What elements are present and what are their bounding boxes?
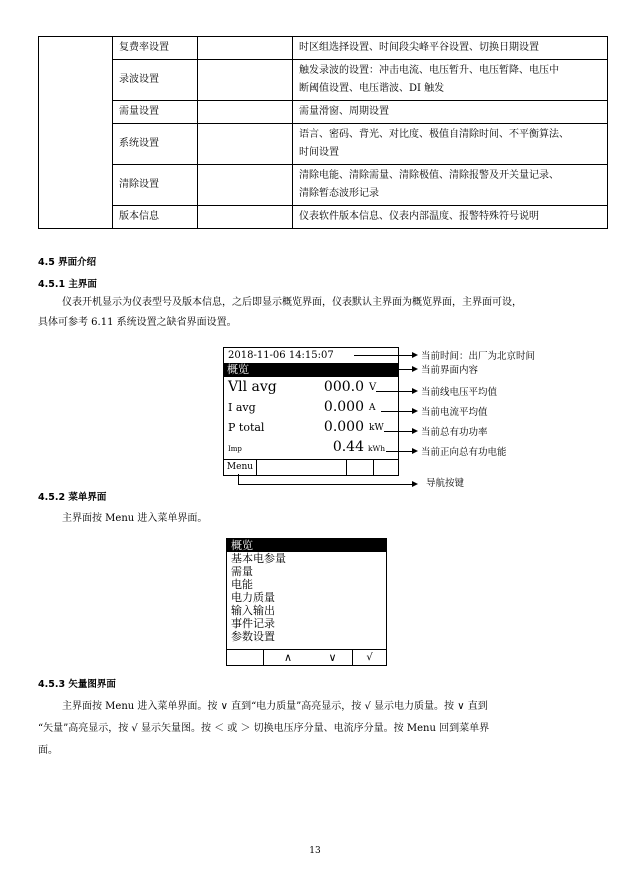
table-cell: [293, 60, 608, 101]
datetime-readout: 2018-11-06 14:15:07: [228, 350, 334, 361]
menu-item-demand[interactable]: 需量: [231, 565, 253, 578]
reading-row: [224, 379, 398, 399]
arrow-head: [412, 408, 418, 414]
reading-row: [224, 399, 398, 419]
blank-cell: [198, 101, 293, 124]
reading-value: 0.44: [332, 439, 364, 455]
cell-line: 语言、密码、背光、对比度、极值自清除时间、不平衡算法、: [299, 129, 569, 140]
reading-row: [224, 419, 398, 439]
table-cell: 复费率设置: [113, 37, 198, 60]
settings-table: [38, 36, 608, 229]
reading-unit: V: [369, 382, 377, 393]
callout-line: [384, 431, 412, 432]
cell-line: 断阈值设置、电压谐波、DI 触发: [299, 83, 445, 94]
table-cell: 仪表软件版本信息、仪表内部温度、报警特殊符号说明: [293, 206, 608, 229]
arrow-head: [412, 428, 418, 434]
arrow-head: [412, 481, 418, 487]
cell-line: 时间设置: [299, 147, 339, 158]
reading-unit: A: [369, 403, 376, 413]
table-row: [39, 60, 608, 101]
callout-line: [381, 411, 412, 412]
nav-bar: [227, 649, 386, 666]
page-title: 概览: [224, 363, 398, 377]
callout-line: [362, 369, 412, 370]
paragraph-line: “矢量”高亮显示，按 √ 显示矢量图。按 ＜ 或 ＞ 切换电压序分量、电流序分量。按 Menu 回到菜单界: [38, 723, 490, 734]
reading-row: [224, 439, 398, 459]
callout-label: 当前电流平均值: [421, 407, 488, 418]
reading-label: Imp: [228, 445, 242, 453]
menu-button[interactable]: Menu: [224, 460, 257, 475]
reading-value: 000.0: [323, 379, 364, 395]
table-row: [39, 124, 608, 165]
arrow-head: [412, 448, 418, 454]
table-row: [39, 101, 608, 124]
section-heading: 4.5.2 菜单界面: [38, 492, 107, 503]
reading-value: 0.000: [323, 419, 364, 435]
menu-item-io[interactable]: 输入输出: [231, 604, 275, 617]
menu-item-energy[interactable]: 电能: [231, 578, 253, 591]
reading-label: P total: [228, 421, 265, 434]
callout-label: 当前界面内容: [421, 365, 479, 376]
blank-cell: [198, 206, 293, 229]
callout-label: 导航按键: [426, 478, 465, 489]
callout-label: 当前线电压平均值: [421, 387, 498, 398]
reading-unit: kW: [369, 423, 384, 433]
table-row: [39, 206, 608, 229]
table-cell: [293, 124, 608, 165]
cell-line: 触发录波的设置：冲击电流、电压暂升、电压暂降、电压中: [299, 65, 559, 76]
paragraph-line: 主界面按 Menu 进入菜单界面。: [62, 513, 208, 524]
menu-item-power-quality[interactable]: 电力质量: [231, 591, 275, 604]
callout-line: [376, 391, 412, 392]
callout-line: [354, 355, 412, 356]
nav-bar: [224, 459, 398, 476]
blank-cell: [198, 124, 293, 165]
up-key-icon[interactable]: ∧: [283, 651, 293, 664]
paragraph-line: 面。: [38, 745, 58, 756]
table-cell: [293, 165, 608, 206]
section-heading: 4.5 界面介绍: [38, 257, 97, 268]
menu-item-event-log[interactable]: 事件记录: [231, 617, 275, 630]
blank-cell: [198, 37, 293, 60]
confirm-key-icon[interactable]: √: [366, 652, 373, 663]
callout-label: 当前时间：出厂为北京时间: [421, 351, 536, 362]
callout-label: 当前正向总有功电能: [421, 447, 507, 458]
reading-value: 0.000: [323, 399, 364, 415]
table-cell: 需量滑窗、周期设置: [293, 101, 608, 124]
table-cell: 版本信息: [113, 206, 198, 229]
reading-label: Vll avg: [228, 379, 277, 395]
paragraph-line: 具体可参考 6.11 系统设置之缺省界面设置。: [38, 317, 237, 328]
reading-unit: kWh: [368, 444, 386, 453]
menu-screen: [226, 538, 387, 666]
callout-line: [386, 451, 412, 452]
menu-item-overview[interactable]: 概览: [231, 539, 253, 552]
down-key-icon[interactable]: ∨: [313, 650, 353, 665]
table-cell: 录波设置: [113, 60, 198, 101]
callout-label: 当前总有功功率: [421, 427, 488, 438]
arrow-head: [412, 366, 418, 372]
cell-line: 清除电能、清除需量、清除极值、清除报警及开关量记录、: [299, 170, 559, 181]
reading-label: I avg: [228, 401, 256, 414]
table-cell: 时区组选择设置、时间段尖峰平谷设置、切换日期设置: [293, 37, 608, 60]
page-number: 13: [309, 846, 321, 856]
table-cell: 清除设置: [113, 165, 198, 206]
table-cell: 系统设置: [113, 124, 198, 165]
nav-key-blank[interactable]: [227, 650, 264, 665]
menu-item-param-settings[interactable]: 参数设置: [231, 630, 275, 643]
blank-cell: [198, 60, 293, 101]
paragraph-line: 主界面按 Menu 进入菜单界面。按 ∨ 直到“电力质量”高亮显示，按 √ 显示电力质量。按 ∨ 直到: [62, 701, 488, 712]
menu-item-basic-params[interactable]: 基本电参量: [231, 552, 286, 565]
callout-line: [238, 474, 239, 484]
section-heading: 4.5.1 主界面: [38, 279, 97, 290]
blank-cell: [39, 37, 113, 229]
arrow-head: [412, 388, 418, 394]
cell-line: 清除暂态波形记录: [299, 188, 379, 199]
arrow-head: [412, 352, 418, 358]
paragraph-line: 仪表开机显示为仪表型号及版本信息，之后即显示概览界面，仪表默认主界面为概览界面，主界面可设，: [62, 297, 522, 308]
section-heading: 4.5.3 矢量图界面: [38, 679, 116, 690]
nav-key-blank[interactable]: [257, 460, 347, 475]
table-row: [39, 37, 608, 60]
table-row: [39, 165, 608, 206]
main-screen: [223, 347, 399, 476]
table-cell: 需量设置: [113, 101, 198, 124]
callout-line: [238, 484, 412, 485]
nav-key-blank[interactable]: [347, 460, 374, 475]
blank-cell: [198, 165, 293, 206]
